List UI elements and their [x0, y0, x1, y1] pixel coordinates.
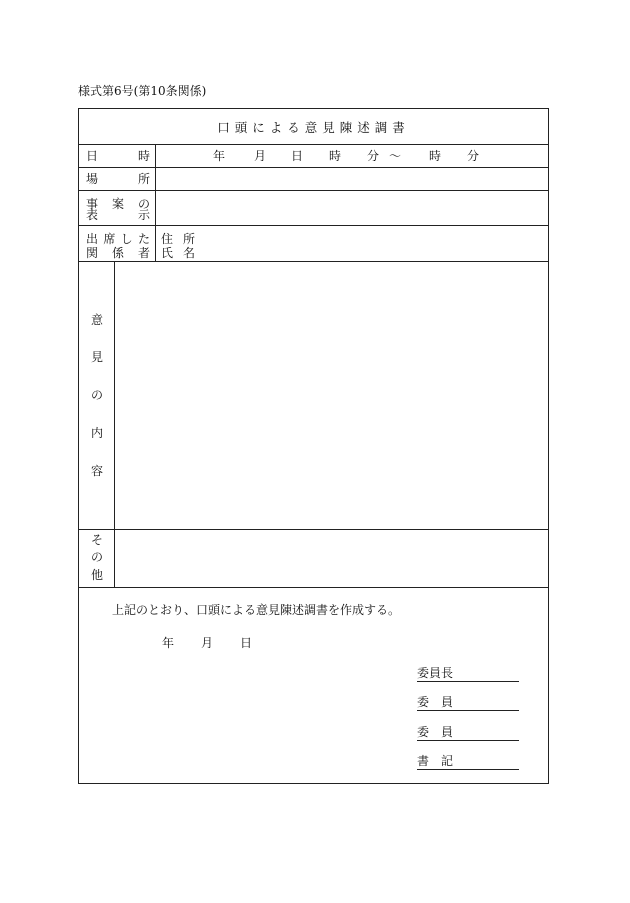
datetime-year-field: 年: [213, 149, 226, 163]
attendees-sub-char: 所: [182, 232, 195, 246]
case-label-char: 案: [111, 197, 124, 211]
opinion-label-char: 内: [91, 426, 104, 440]
attendees-label-line2: [86, 244, 150, 261]
divider: [79, 190, 548, 191]
divider: [79, 261, 548, 262]
form-number-label: 様式第6号(第10条関係): [78, 84, 207, 98]
datetime-label-right: 時: [138, 149, 151, 163]
form-frame: [78, 108, 549, 784]
divider: [79, 529, 548, 530]
opinion-label-char: 容: [91, 464, 104, 478]
signature-line: [417, 710, 519, 711]
case-label-char: 事: [86, 197, 99, 211]
signature-member-label: 委 員: [417, 695, 454, 709]
other-label-char: そ: [91, 533, 104, 547]
attendees-name-label: [161, 244, 195, 261]
footer-year-field: 年: [162, 636, 175, 650]
datetime-range-tilde: 〜: [389, 149, 402, 163]
datetime-hour-field: 時: [329, 149, 342, 163]
divider: [79, 144, 548, 145]
datetime-end-minute-field: 分: [467, 149, 480, 163]
attendees-label-char: 係: [111, 246, 124, 260]
attendees-label-char: し: [120, 232, 133, 246]
footer-month-field: 月: [201, 636, 214, 650]
divider: [79, 225, 548, 226]
attendees-sub-char: 氏: [161, 246, 174, 260]
form-title: 口頭による意見陳述調書: [217, 120, 410, 135]
footer-statement: 上記のとおり、口頭による意見陳述調書を作成する。: [112, 603, 401, 617]
other-label-char: の: [91, 550, 104, 564]
attendees-label-char: た: [137, 232, 150, 246]
signature-member-label: 委 員: [417, 725, 454, 739]
signature-chairperson-label: 委員長: [417, 666, 454, 680]
attendees-label-char: 関: [86, 246, 99, 260]
footer-day-field: 日: [240, 636, 253, 650]
place-label-right: 所: [138, 172, 151, 186]
attendees-label-char: 席: [103, 232, 116, 246]
divider: [114, 261, 115, 587]
case-label-line2-left: 表: [86, 208, 99, 222]
place-label-left: 場: [86, 172, 99, 186]
signature-line: [417, 740, 519, 741]
divider: [79, 167, 548, 168]
opinion-label-char: 見: [91, 350, 104, 364]
opinion-label-char: 意: [91, 313, 104, 327]
signature-line: [417, 769, 519, 770]
attendees-label-char: 者: [137, 246, 150, 260]
case-label-line2-right: 示: [138, 208, 151, 222]
divider: [155, 144, 156, 261]
case-label-char: の: [137, 197, 150, 211]
datetime-label-left: 日: [86, 149, 99, 163]
divider: [79, 587, 548, 588]
attendees-sub-char: 住: [161, 232, 174, 246]
datetime-month-field: 月: [254, 149, 267, 163]
signature-clerk-label: 書 記: [417, 754, 454, 768]
datetime-minute-field: 分: [367, 149, 380, 163]
attendees-label-char: 出: [86, 232, 99, 246]
signature-line: [417, 681, 519, 682]
opinion-label-char: の: [91, 388, 104, 402]
attendees-sub-char: 名: [182, 246, 195, 260]
other-label-char: 他: [91, 568, 104, 582]
datetime-end-hour-field: 時: [429, 149, 442, 163]
datetime-day-field: 日: [291, 149, 304, 163]
